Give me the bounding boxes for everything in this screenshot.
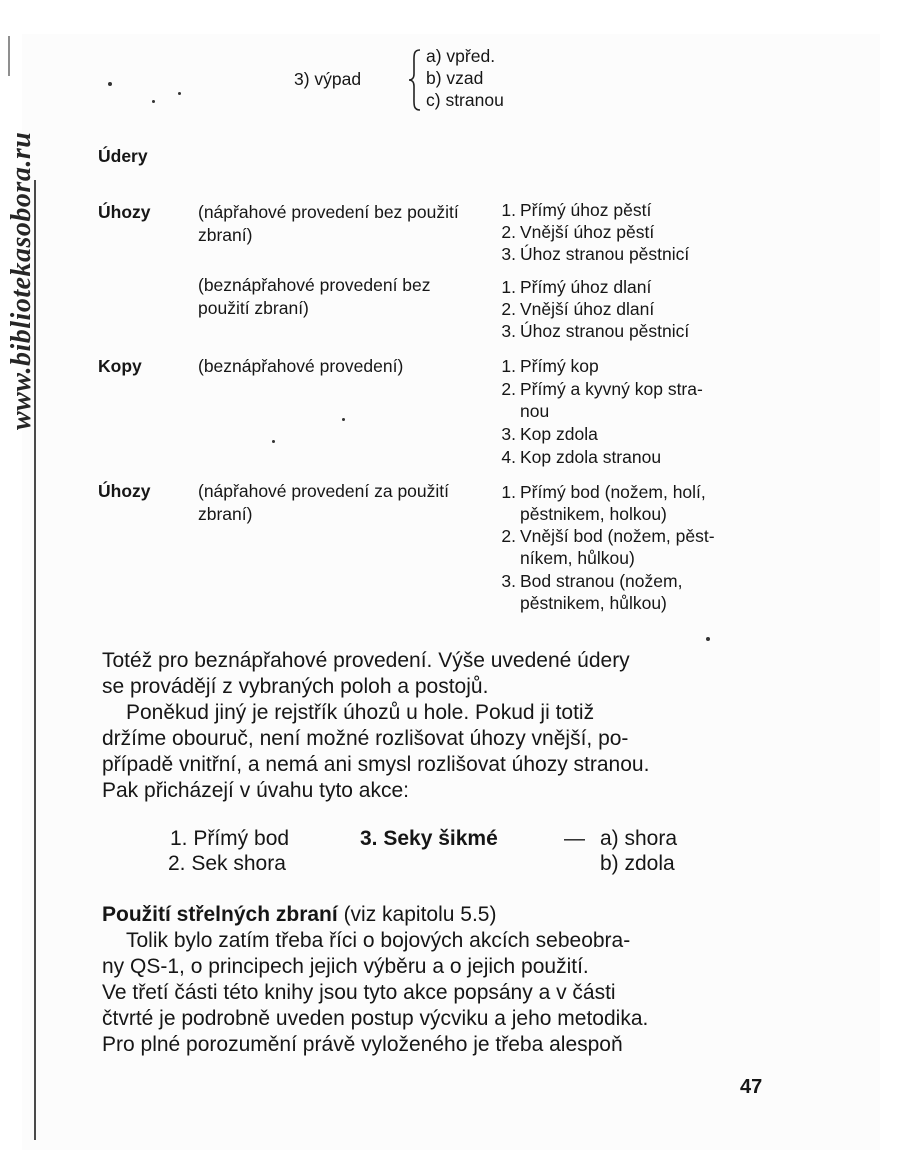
speck bbox=[108, 82, 112, 86]
speck bbox=[152, 100, 155, 103]
action-item: 2. Sek shora bbox=[168, 852, 286, 875]
vypad-option: b) vzad bbox=[426, 68, 484, 88]
list-item: pěstnikem, holkou) bbox=[520, 504, 667, 524]
text-line: čtvrté je podrobně uveden postup výcviku a jeho metodika. bbox=[102, 1007, 649, 1030]
text-line: Pak přicházejí v úvahu tyto akce: bbox=[102, 779, 409, 802]
binding-mark bbox=[8, 36, 10, 76]
section-description: (beznápřahové provedení bez použití zbraní) bbox=[198, 275, 431, 318]
action-item: 3. Seky šikmé bbox=[360, 827, 498, 850]
action-dash: — bbox=[564, 827, 585, 850]
list-item: 2. Přímý a kyvný kop stra- bbox=[501, 379, 703, 399]
list-item: pěstnikem, hůlkou) bbox=[520, 593, 667, 613]
list-item: 1. Přímý úhoz pěstí bbox=[501, 200, 652, 220]
list-item: 1. Přímý kop bbox=[501, 356, 599, 376]
text-line: Pro plné porozumění právě vyloženého je třeba alespoň bbox=[102, 1033, 623, 1056]
list-item: 3. Úhoz stranou pěstnicí bbox=[501, 244, 690, 264]
text-line: Poněkud jiný je rejstřík úhozů u hole. Pokud ji totiž bbox=[126, 701, 595, 724]
action-subitem: b) zdola bbox=[600, 852, 675, 875]
list-item: 3. Kop zdola bbox=[501, 424, 598, 444]
text-line: se provádějí z vybraných poloh a postojů. bbox=[102, 675, 489, 698]
section-description: (beznápřahové provedení) bbox=[198, 356, 404, 376]
text-line: Totéž pro beznápřahové provedení. Výše uvedené údery bbox=[102, 649, 630, 672]
vypad-label: 3) výpad bbox=[294, 69, 362, 89]
text-line: ny QS-1, o principech jejich výběru a o jejich použití. bbox=[102, 955, 589, 978]
vypad-option: a) vpřed. bbox=[426, 46, 496, 66]
speck bbox=[272, 440, 275, 443]
watermark-text: www.bibliotekasobora.ru bbox=[6, 131, 37, 430]
list-item: 3. Úhoz stranou pěstnicí bbox=[501, 321, 690, 341]
paragraph-2 bbox=[102, 700, 766, 804]
action-item: 1. Přímý bod bbox=[170, 827, 290, 850]
list-item: níkem, hůlkou) bbox=[520, 548, 635, 568]
firearms-heading bbox=[102, 902, 496, 928]
list-item: 3. Bod stranou (nožem, bbox=[501, 571, 683, 591]
action-subitem: a) shora bbox=[600, 827, 678, 850]
list-item: 4. Kop zdola stranou bbox=[501, 447, 662, 467]
list-item: 2. Vnější úhoz dlaní bbox=[501, 299, 655, 319]
firearms-title: Použití střelných zbraní bbox=[102, 903, 338, 926]
text-line: držíme obouruč, není možné rozlišovat úhozy vnější, po- bbox=[102, 727, 629, 750]
text-line: Tolik bylo zatím třeba říci o bojových akcích sebeobra- bbox=[126, 929, 631, 952]
speck bbox=[706, 637, 710, 641]
list-item: 1. Přímý úhoz dlaní bbox=[501, 277, 652, 297]
page-number: 47 bbox=[740, 1076, 763, 1098]
text-line: případě vnitřní, a nemá ani smysl rozlišovat úhozy stranou. bbox=[102, 753, 650, 776]
firearms-reference: (viz kapitolu 5.5) bbox=[343, 903, 497, 926]
list-item: 2. Vnější úhoz pěstí bbox=[501, 222, 655, 242]
list-item: 2. Vnější bod (nožem, pěst- bbox=[501, 526, 715, 546]
paragraph-1 bbox=[102, 648, 766, 700]
list-item: 1. Přímý bod (nožem, holí, bbox=[501, 482, 706, 502]
vypad-option: c) stranou bbox=[426, 90, 504, 110]
section-label: Úhozy bbox=[98, 481, 151, 501]
udery-heading: Údery bbox=[98, 146, 148, 166]
section-label: Úhozy bbox=[98, 202, 151, 222]
speck bbox=[342, 418, 345, 421]
speck bbox=[178, 92, 181, 95]
text-line: Ve třetí části této knihy jsou tyto akce popsány a v části bbox=[102, 981, 616, 1004]
section-description: (nápřahové provedení za použití zbraní) bbox=[198, 481, 449, 524]
section-description: (nápřahové provedení bez použití zbraní) bbox=[198, 202, 459, 245]
paragraph-3 bbox=[102, 928, 766, 1058]
section-label: Kopy bbox=[98, 356, 142, 376]
curly-brace-icon bbox=[408, 48, 422, 112]
list-item: nou bbox=[520, 401, 550, 421]
